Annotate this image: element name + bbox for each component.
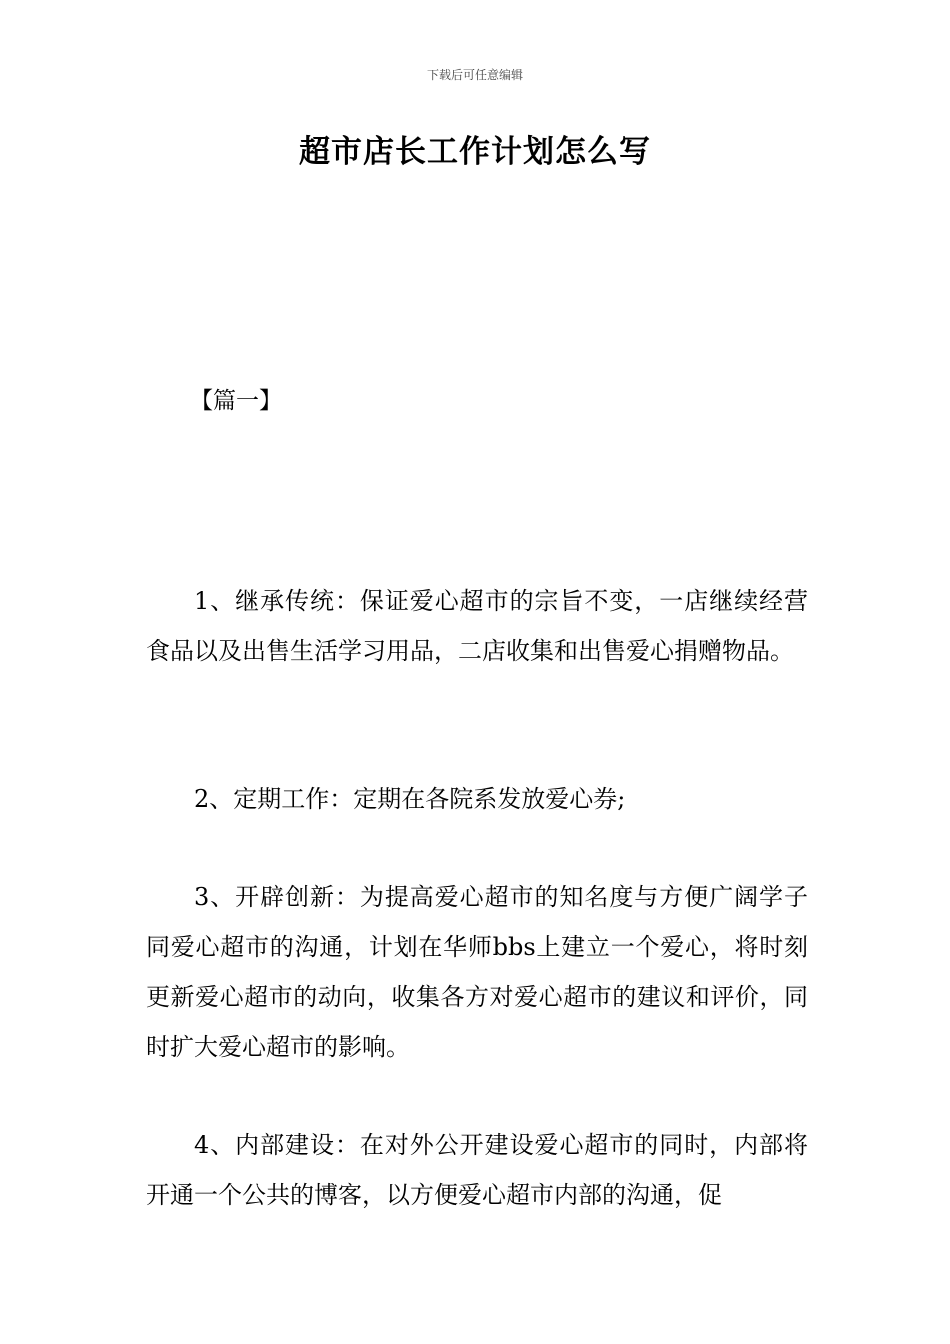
paragraph-3: 3、开辟创新：为提高爱心超市的知名度与方便广阔学子同爱心超市的沟通，计划在华师bbs上建立一个爱心，将时刻更新爱心超市的动向，收集各方对爱心超市的建议和评价，同时扩大爱心超市的影响。 (146, 883, 808, 1061)
paragraph-2: 2、定期工作：定期在各院系发放爱心券; (194, 785, 626, 813)
paragraph-4: 4、内部建设：在对外公开建设爱心超市的同时，内部将开通一个公共的博客，以方便爱心超市内部的沟通，促 (146, 1131, 808, 1209)
paragraph-1: 1、继承传统：保证爱心超市的宗旨不变，一店继续经营食品以及出售生活学习用品，二店收集和出售爱心捐赠物品。 (146, 587, 808, 665)
section-label: 【篇一】 (190, 388, 282, 414)
header-note: 下载后可任意编辑 (426, 68, 523, 82)
document-title: 超市店长工作计划怎么写 (299, 134, 651, 170)
